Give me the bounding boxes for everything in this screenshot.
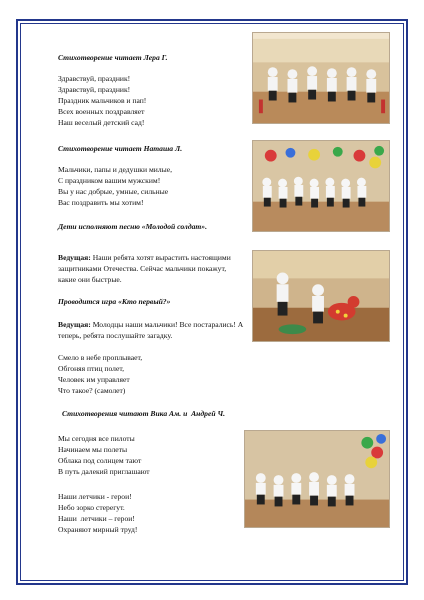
poem-line: Охраняют мирный труд! xyxy=(58,525,138,534)
poem-line: Вас поздравить мы хотим! xyxy=(58,198,144,207)
riddle-line: Человек им управляет xyxy=(58,375,130,384)
section-heading-song: Дети исполняют песню «Молодой солдат». xyxy=(58,222,207,231)
host-paragraph-2 xyxy=(58,320,244,342)
section-heading-lera: Стихотворение читает Лера Г. xyxy=(58,53,168,62)
poem-line: С праздником вашим мужским! xyxy=(58,176,161,185)
poem-line: В путь далекий приглашают xyxy=(58,467,150,476)
poem-line: Небо зорко стерегут. xyxy=(58,503,125,512)
photo-children-balloons xyxy=(252,140,390,232)
poem-line: Мальчики, папы и дедушки милые, xyxy=(58,165,172,174)
host-paragraph-1 xyxy=(58,253,244,285)
poem-line: Наш веселый детский сад! xyxy=(58,118,145,127)
section-heading-natasha: Стихотворение читает Наташа Л. xyxy=(58,144,183,153)
poem-line: Праздник мальчиков и пап! xyxy=(58,96,147,105)
section-heading-vika-andrey: Стихотворения читают Вика Ам. и Андрей Ч. xyxy=(62,409,226,418)
host-text: Наши ребята хотят вырастить настоящими защитниками Отечества. Сейчас мальчики покажут, какие они быстрые. xyxy=(58,253,231,284)
host-text: Молодцы наши мальчики! Все постарались! А теперь, ребята послушайте загадку. xyxy=(58,320,244,340)
poem-line: Облака под солнцем тают xyxy=(58,456,142,465)
photo-children-row-1 xyxy=(252,32,390,124)
photo-game-race xyxy=(252,250,390,342)
riddle-line: Что такое? (самолет) xyxy=(58,386,126,395)
poem-line: Начинаем мы полеты xyxy=(58,445,128,454)
host-label: Ведущая: xyxy=(58,253,91,262)
host-label: Ведущая: xyxy=(58,320,91,329)
section-heading-game: Проводится игра «Кто первый?» xyxy=(58,297,171,306)
poem-line: Наши летчики - герои! xyxy=(58,492,132,501)
photo-children-balloons-2 xyxy=(244,430,390,528)
poem-line: Здравствуй, праздник! xyxy=(58,85,131,94)
poem-line: Вы у нас добрые, умные, сильные xyxy=(58,187,169,196)
poem-line: Наши летчики – герои! xyxy=(58,514,135,523)
riddle-line: Смело в небе проплывает, xyxy=(58,353,143,362)
riddle-line: Обгоняя птиц полет, xyxy=(58,364,124,373)
poem-line: Всех военных поздравляет xyxy=(58,107,145,116)
poem-line: Мы сегодня все пилоты xyxy=(58,434,135,443)
poem-line: Здравствуй, праздник! xyxy=(58,74,131,83)
